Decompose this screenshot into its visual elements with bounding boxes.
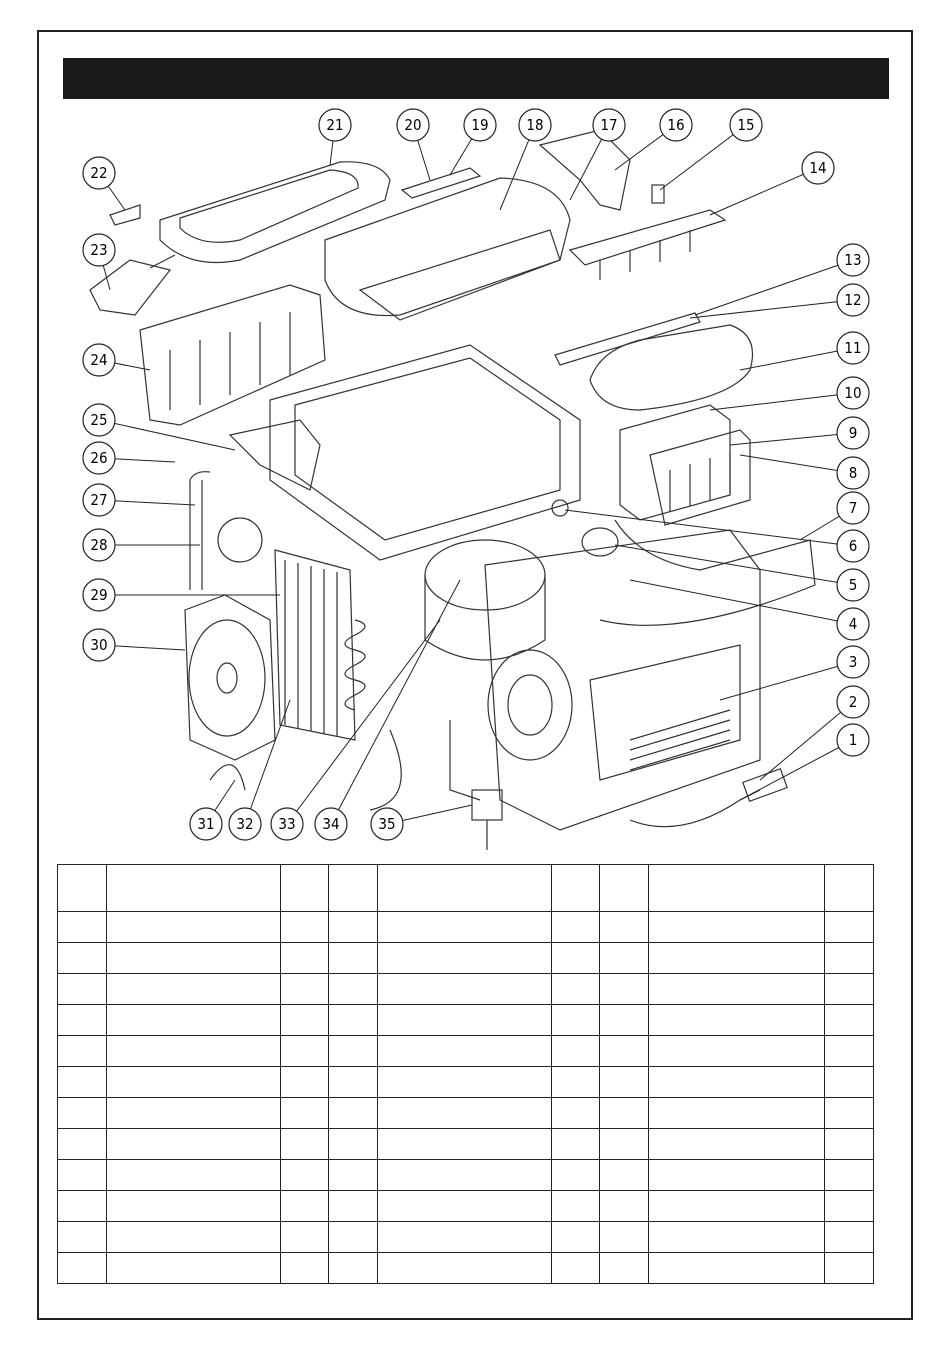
table-cell	[329, 1191, 378, 1222]
table-cell	[378, 1036, 552, 1067]
callout-number: 5	[848, 576, 858, 594]
table-cell	[281, 912, 329, 943]
table-row	[58, 1160, 874, 1191]
table-cell	[107, 974, 281, 1005]
callout-number: 11	[844, 339, 862, 357]
table-cell	[600, 912, 649, 943]
table-cell	[378, 1160, 552, 1191]
callout-number: 18	[526, 116, 544, 134]
table-cell	[329, 943, 378, 974]
table-cell	[107, 1222, 281, 1253]
table-cell	[552, 943, 600, 974]
leader-line	[565, 510, 853, 546]
table-cell	[600, 1067, 649, 1098]
table-cell	[329, 1160, 378, 1191]
table-cell	[378, 1005, 552, 1036]
table-cell	[281, 1098, 329, 1129]
header-qty	[825, 865, 874, 912]
header-no	[329, 865, 378, 912]
callout-number: 1	[848, 731, 858, 749]
callout-number: 27	[90, 491, 108, 509]
table-cell	[825, 1098, 874, 1129]
table-cell	[600, 943, 649, 974]
table-row	[58, 974, 874, 1005]
table-cell	[58, 1098, 107, 1129]
callout-number: 19	[471, 116, 489, 134]
table-cell	[552, 1067, 600, 1098]
leader-line	[331, 580, 460, 824]
table-cell	[281, 1036, 329, 1067]
table-cell	[825, 1191, 874, 1222]
table-row	[58, 1067, 874, 1098]
table-cell	[107, 943, 281, 974]
callout-number: 31	[197, 815, 215, 833]
table-cell	[281, 1253, 329, 1284]
table-cell	[649, 1160, 825, 1191]
table-cell	[600, 1129, 649, 1160]
callout-number: 7	[848, 499, 858, 517]
table-cell	[281, 1067, 329, 1098]
table-row	[58, 1129, 874, 1160]
table-cell	[329, 1005, 378, 1036]
table-cell	[825, 1036, 874, 1067]
table-cell	[552, 1005, 600, 1036]
table-cell	[329, 1098, 378, 1129]
table-cell	[329, 1036, 378, 1067]
table-row	[58, 1222, 874, 1253]
table-cell	[649, 1253, 825, 1284]
table-cell	[649, 1067, 825, 1098]
table-cell	[378, 1129, 552, 1160]
table-cell	[378, 912, 552, 943]
table-cell	[107, 1098, 281, 1129]
table-cell	[552, 1098, 600, 1129]
leader-line	[287, 620, 440, 824]
table-cell	[107, 1067, 281, 1098]
callout-number: 12	[844, 291, 862, 309]
table-cell	[552, 1160, 600, 1191]
table-cell	[281, 943, 329, 974]
table-cell	[107, 1036, 281, 1067]
table-cell	[378, 1253, 552, 1284]
callout-number: 16	[667, 116, 685, 134]
table-row	[58, 943, 874, 974]
table-cell	[58, 1067, 107, 1098]
table-cell	[825, 943, 874, 974]
header-no	[600, 865, 649, 912]
table-cell	[329, 912, 378, 943]
table-cell	[378, 1222, 552, 1253]
callout-number: 6	[848, 537, 858, 555]
table-cell	[378, 1191, 552, 1222]
parts-table	[57, 864, 874, 1284]
table-cell	[58, 1222, 107, 1253]
table-cell	[58, 1191, 107, 1222]
table-cell	[58, 1253, 107, 1284]
leader-line	[740, 455, 853, 473]
callout-number: 26	[90, 449, 108, 467]
callout-number: 25	[90, 411, 108, 429]
callout-number: 29	[90, 586, 108, 604]
table-row	[58, 1036, 874, 1067]
header-qty	[552, 865, 600, 912]
table-cell	[552, 1222, 600, 1253]
table-cell	[281, 1005, 329, 1036]
table-cell	[107, 1160, 281, 1191]
table-cell	[600, 1222, 649, 1253]
table-cell	[58, 1129, 107, 1160]
callout-number: 28	[90, 536, 108, 554]
table-cell	[600, 1191, 649, 1222]
table-cell	[107, 912, 281, 943]
table-cell	[107, 1005, 281, 1036]
table-cell	[107, 1253, 281, 1284]
callout-number: 35	[378, 815, 396, 833]
table-cell	[600, 1160, 649, 1191]
callout-number: 13	[844, 251, 862, 269]
table-cell	[825, 1160, 874, 1191]
table-cell	[107, 1191, 281, 1222]
table-cell	[649, 1005, 825, 1036]
callout-group	[83, 109, 869, 840]
table-cell	[552, 1253, 600, 1284]
table-cell	[281, 1129, 329, 1160]
table-row	[58, 1098, 874, 1129]
table-cell	[329, 1222, 378, 1253]
callout-number: 24	[90, 351, 108, 369]
table-cell	[281, 1160, 329, 1191]
table-cell	[649, 1191, 825, 1222]
table-cell	[649, 912, 825, 943]
table-cell	[552, 1191, 600, 1222]
table-cell	[107, 1129, 281, 1160]
table-cell	[649, 1129, 825, 1160]
table-row	[58, 1253, 874, 1284]
table-cell	[378, 943, 552, 974]
title-bar	[63, 58, 889, 99]
callout-number: 9	[848, 424, 858, 442]
leader-line	[630, 580, 853, 624]
callout-number: 8	[848, 464, 858, 482]
table-cell	[281, 974, 329, 1005]
leader-line	[245, 700, 290, 824]
exploded-view-diagram	[40, 100, 910, 860]
parts-drawing	[90, 130, 815, 850]
table-cell	[600, 974, 649, 1005]
callout-number: 17	[600, 116, 618, 134]
callout-number: 30	[90, 636, 108, 654]
table-cell	[58, 974, 107, 1005]
table-row	[58, 912, 874, 943]
callout-number: 14	[809, 159, 827, 177]
callout-number: 15	[737, 116, 755, 134]
table-cell	[58, 1160, 107, 1191]
callout-number: 32	[236, 815, 254, 833]
table-cell	[552, 912, 600, 943]
table-cell	[281, 1191, 329, 1222]
table-cell	[600, 1005, 649, 1036]
table-cell	[649, 943, 825, 974]
callout-number: 21	[326, 116, 344, 134]
table-cell	[600, 1098, 649, 1129]
callout-number: 2	[848, 693, 858, 711]
table-cell	[649, 1222, 825, 1253]
callout-number: 4	[848, 615, 858, 633]
leader-line	[740, 348, 853, 370]
table-cell	[329, 1253, 378, 1284]
callout-number: 34	[322, 815, 340, 833]
callout-number: 23	[90, 241, 108, 259]
table-cell	[329, 974, 378, 1005]
header-part-name	[649, 865, 825, 912]
table-cell	[825, 912, 874, 943]
table-cell	[649, 1036, 825, 1067]
table-cell	[825, 1129, 874, 1160]
table-cell	[825, 1005, 874, 1036]
table-cell	[329, 1067, 378, 1098]
leader-line	[615, 545, 853, 585]
callout-number: 10	[844, 384, 862, 402]
table-cell	[378, 1067, 552, 1098]
table-cell	[58, 1005, 107, 1036]
table-cell	[58, 943, 107, 974]
header-part-name	[378, 865, 552, 912]
table-cell	[378, 1098, 552, 1129]
table-cell	[649, 974, 825, 1005]
table-cell	[552, 1129, 600, 1160]
table-cell	[649, 1098, 825, 1129]
table-cell	[329, 1129, 378, 1160]
header-no	[58, 865, 107, 912]
table-row	[58, 1005, 874, 1036]
table-cell	[58, 912, 107, 943]
table-cell	[552, 1036, 600, 1067]
leader-line	[99, 420, 235, 450]
callout-number: 33	[278, 815, 296, 833]
table-cell	[825, 1067, 874, 1098]
leader-line	[710, 393, 853, 410]
table-cell	[378, 974, 552, 1005]
table-row	[58, 1191, 874, 1222]
table-cell	[600, 1036, 649, 1067]
callout-number: 22	[90, 164, 108, 182]
table-cell	[600, 1253, 649, 1284]
table-cell	[825, 974, 874, 1005]
table-cell	[825, 1253, 874, 1284]
callout-number: 3	[848, 653, 858, 671]
table-cell	[825, 1222, 874, 1253]
leader-line	[710, 168, 818, 215]
callout-number: 20	[404, 116, 422, 134]
table-cell	[552, 974, 600, 1005]
header-qty	[281, 865, 329, 912]
header-part-name	[107, 865, 281, 912]
table-cell	[281, 1222, 329, 1253]
table-cell	[58, 1036, 107, 1067]
parts-table-header-row	[58, 865, 874, 912]
leader-line	[695, 260, 853, 315]
leader-line	[690, 300, 853, 318]
